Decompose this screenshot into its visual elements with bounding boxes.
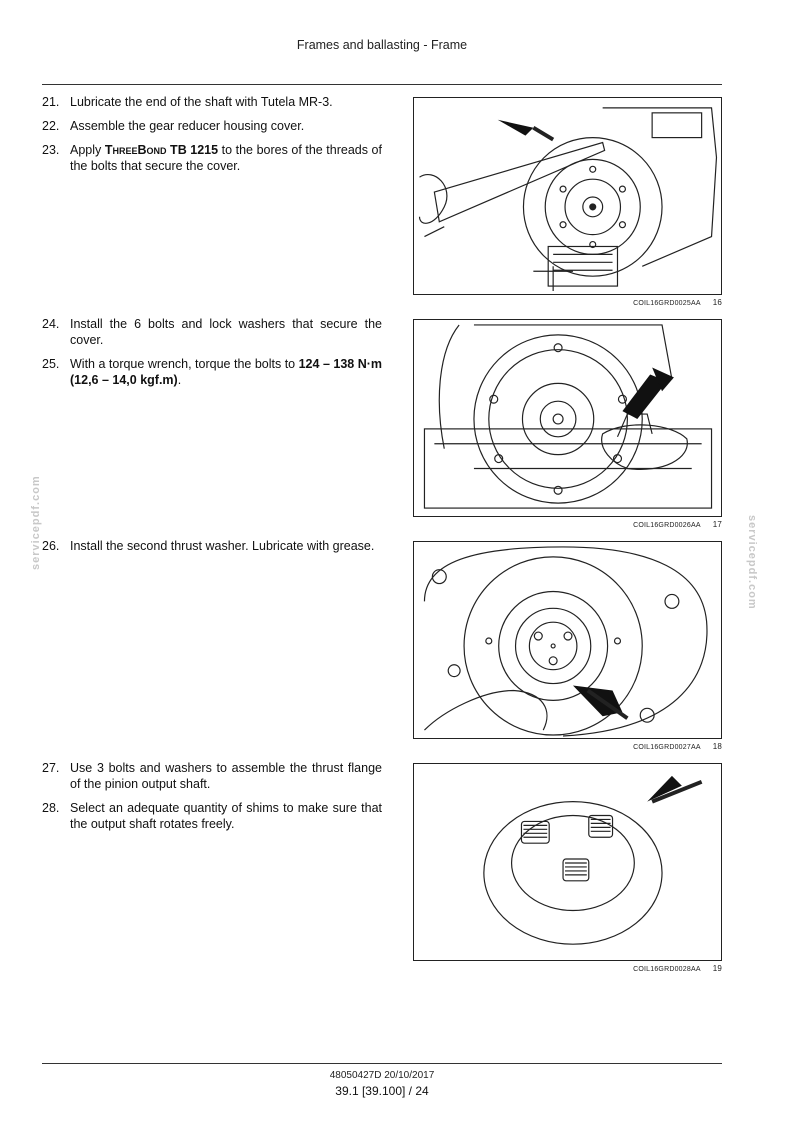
figure-code: COIL16GRD0026AA — [633, 522, 701, 529]
footer-page-number: 39.1 [39.100] / 24 — [335, 1084, 429, 1098]
step-text: Use 3 bolts and washers to assemble the thrust flange of the pinion output shaft. — [70, 761, 382, 791]
step-text-post: to the bores of the threads of the bolts that secure the cover. — [70, 143, 382, 173]
figure-number: 17 — [712, 520, 722, 529]
step-number: 24. — [42, 317, 60, 331]
step-text-post: . — [177, 373, 182, 387]
figure-number: 16 — [712, 298, 722, 307]
header-rule — [42, 84, 722, 85]
step-number: 26. — [42, 539, 60, 553]
torque-spec: 124 – 138 N·m (12,6 – 14,0 kgf.m) — [70, 357, 382, 387]
figure-16-caption — [413, 298, 722, 307]
figure-17-caption — [413, 520, 722, 529]
page-header-title: Frames and ballasting - Frame — [296, 38, 468, 52]
step-text: Lubricate the end of the shaft with Tutela MR-3. — [70, 95, 333, 109]
figure-19-caption — [413, 964, 722, 973]
step-21 — [42, 94, 382, 110]
step-28 — [42, 800, 382, 832]
steps-group-4 — [42, 760, 382, 840]
figure-18-illustration — [413, 541, 722, 739]
step-number: 21. — [42, 95, 60, 109]
step-text: Install the 6 bolts and lock washers that secure the cover. — [70, 317, 382, 347]
step-text: Select an adequate quantity of shims to make sure that the output shaft rotates freely. — [70, 801, 382, 831]
steps-group-2 — [42, 316, 382, 396]
step-number: 22. — [42, 119, 60, 133]
figure-19-illustration — [413, 763, 722, 961]
figure-number: 19 — [712, 964, 722, 973]
step-22 — [42, 118, 382, 134]
figure-code: COIL16GRD0028AA — [633, 966, 701, 973]
product-code: TB 1215 — [166, 143, 219, 157]
step-number: 27. — [42, 761, 60, 775]
step-24 — [42, 316, 382, 348]
step-23 — [42, 142, 382, 174]
step-text — [70, 356, 382, 388]
steps-group-3 — [42, 538, 382, 562]
step-text: Install the second thrust washer. Lubricate with grease. — [70, 539, 375, 553]
step-text: Assemble the gear reducer housing cover. — [70, 119, 305, 133]
figure-18-caption — [413, 742, 722, 751]
figure-17-illustration — [413, 319, 722, 517]
steps-group-1 — [42, 94, 382, 182]
watermark-left: servicepdf.com — [30, 475, 42, 570]
step-number: 28. — [42, 801, 60, 815]
figure-number: 18 — [712, 742, 722, 751]
step-25 — [42, 356, 382, 388]
step-27 — [42, 760, 382, 792]
step-26 — [42, 538, 382, 554]
step-number: 25. — [42, 357, 60, 371]
figure-code: COIL16GRD0025AA — [633, 300, 701, 307]
figure-16-illustration — [413, 97, 722, 295]
footer-rule — [42, 1063, 722, 1064]
watermark-right: servicepdf.com — [746, 515, 758, 610]
step-text-pre: With a torque wrench, torque the bolts to — [70, 357, 299, 371]
footer-document-id: 48050427D 20/10/2017 — [329, 1070, 435, 1081]
step-text-pre: Apply — [70, 143, 105, 157]
figure-code: COIL16GRD0027AA — [633, 744, 701, 751]
step-number: 23. — [42, 143, 60, 157]
step-text — [70, 142, 382, 174]
product-brand: ThreeBond — [104, 143, 167, 157]
